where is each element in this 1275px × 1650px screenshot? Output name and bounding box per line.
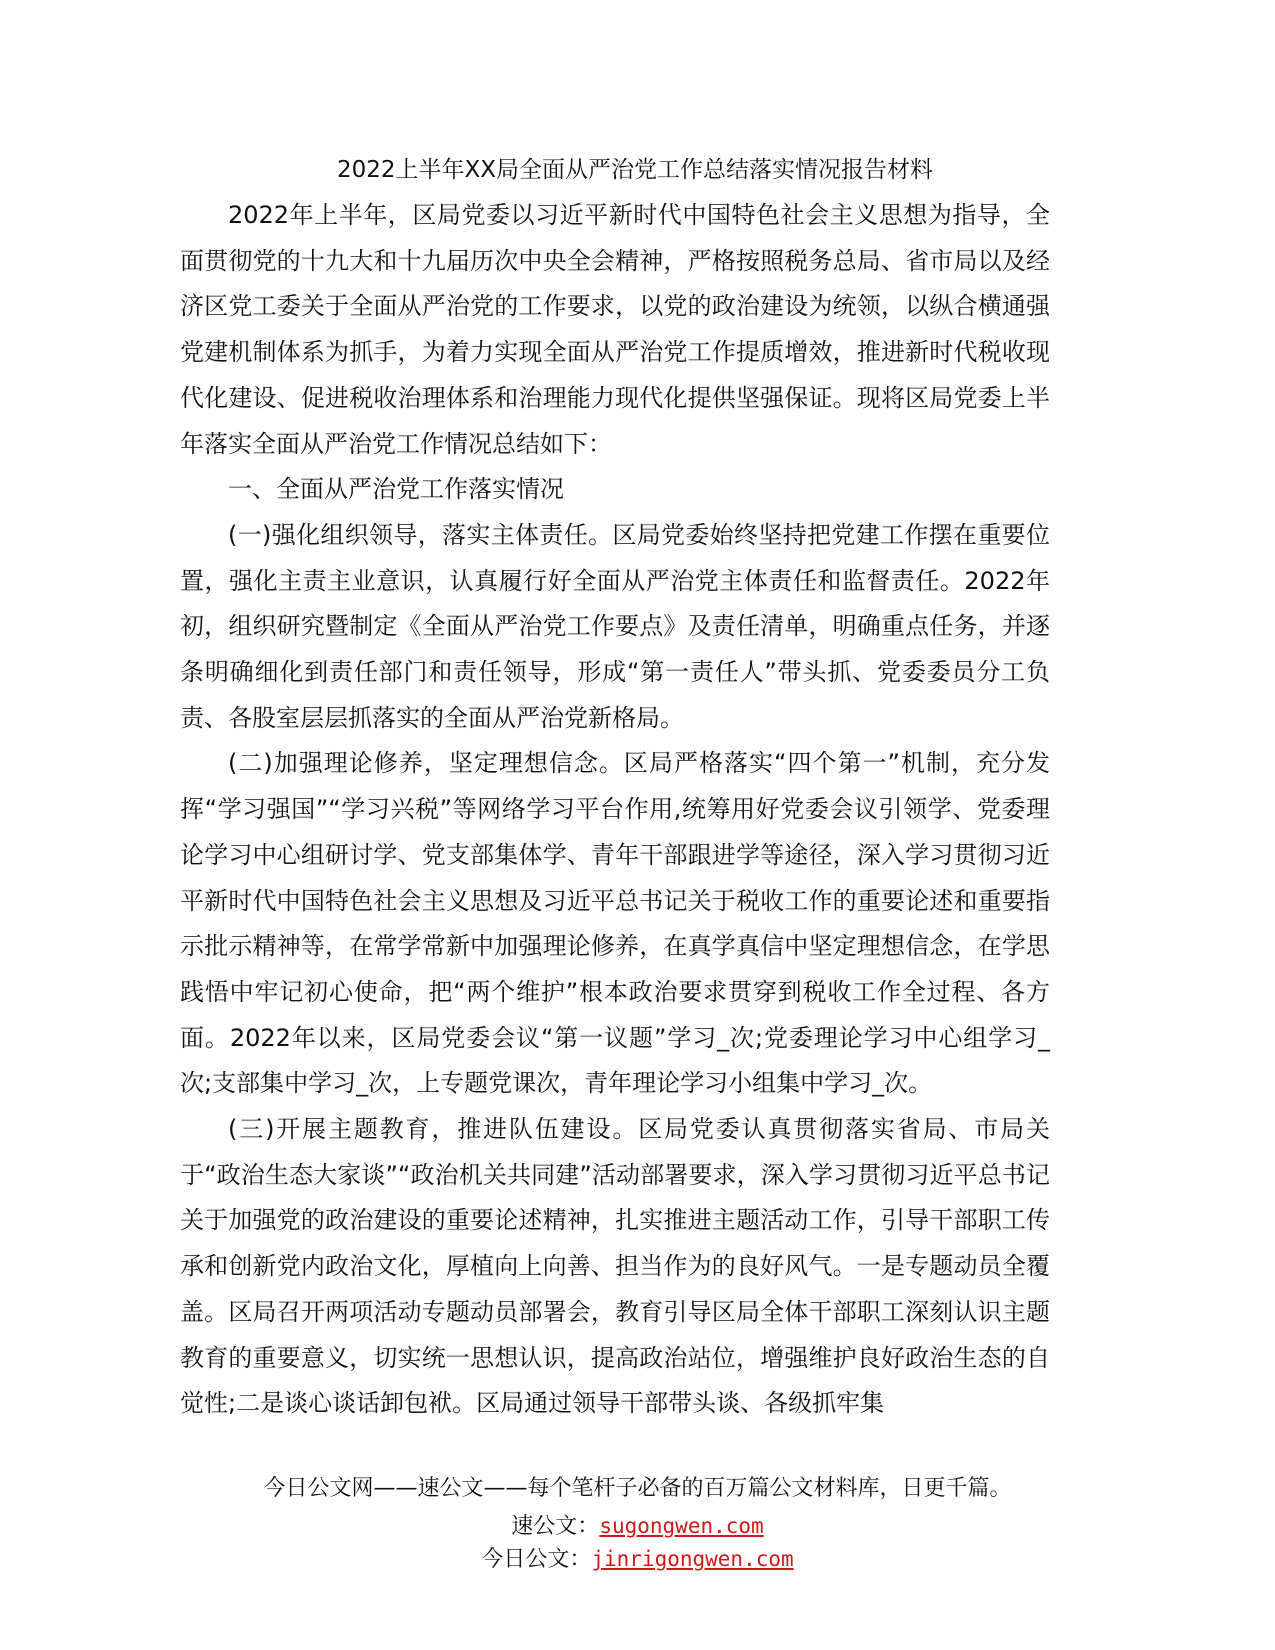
jinrigongwen-link[interactable]: jinrigongwen.com [591,1547,794,1571]
section-heading: 一、全面从严治党工作落实情况 [228,475,564,504]
footer-link1-label: 速公文： [511,1514,600,1539]
footer-link-row-1 [0,1510,1275,1543]
document-body [180,193,1050,1427]
footer-link-row-2 [0,1543,1275,1576]
paragraph-item-3: (三)开展主题教育，推进队伍建设。区局党委认真贯彻落实省局、市局关于“政治生态大家谈”“政治机关共同建”活动部署要求，深入学习贯彻习近平总书记关于加强党的政治建设的重要论述精神，扎实推进主题活动工作，引导干部职工传承和创新党内政治文化，厚植向上向善、担当作为的良好风气。一是专题动员全覆盖。区局召开两项活动专题动员部署会，教育引导区局全体干部职工深刻认识主题教育的重要意义，切实统一思想认识，提高政治站位，增强维护良好政治生态的自觉性;二是谈心谈话卸包袱。区局通过领导干部带头谈、各级抓牢集 [180,1115,1050,1418]
footer-tagline: 今日公文网——速公文——每个笔杆子必备的百万篇公文材料库，日更千篇。 [263,1476,1012,1501]
footer-link2-label: 今日公文： [481,1547,592,1572]
paragraph-item-1: (一)强化组织领导，落实主体责任。区局党委始终坚持把党建工作摆在重要位置，强化主责主业意识，认真履行好全面从严治党主体责任和监督责任。2022年初，组织研究暨制定《全面从严治党工作要点》及责任清单，明确重点任务，并逐条明确细化到责任部门和责任领导，形成“第一责任人”带头抓、党委委员分工负责、各股室层层抓落实的全面从严治党新格局。 [180,520,1050,732]
paragraph-item-2: (二)加强理论修养，坚定理想信念。区局严格落实“四个第一”机制，充分发挥“学习强国”“学习兴税”等网络学习平台作用,统筹用好党委会议引领学、党委理论学习中心组研讨学、党支部集体学、青年干部跟进学等途径，深入学习贯彻习近平新时代中国特色社会主义思想及习近平总书记关于税收工作的重要论述和重要指示批示精神等，在常学常新中加强理论修养，在真学真信中坚定理想信念，在学思践悟中牢记初心使命，把“两个维护”根本政治要求贯穿到税收工作全过程、各方面。2022年以来，区局党委会议“第一议题”学习_次;党委理论学习中心组学习_次;支部集中学习_次，上专题党课次，青年理论学习小组集中学习_次。 [180,749,1050,1098]
document-title: 2022上半年XX局全面从严治党工作总结落实情况报告材料 [336,157,934,183]
paragraph-intro: 2022年上半年，区局党委以习近平新时代中国特色社会主义思想为指导，全面贯彻党的十九大和十九届历次中央全会精神，严格按照税务总局、省市局以及经济区党工委关于全面从严治党的工作要求，以党的政治建设为统领，以纵合横通强党建机制体系为抓手，为着力实现全面从严治党工作提质增效，推进新时代税收现代化建设、促进税收治理体系和治理能力现代化提供坚强保证。现将区局党委上半年落实全面从严治党工作情况总结如下： [180,201,1050,458]
sugongwen-link[interactable]: sugongwen.com [599,1514,764,1538]
